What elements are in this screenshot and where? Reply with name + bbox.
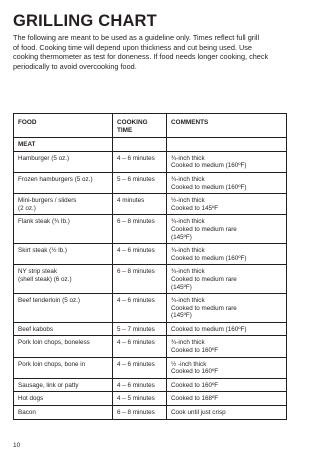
food-cell <box>14 357 113 378</box>
cooking-time-cell: 4 – 6 minutes <box>113 151 167 172</box>
comments-cell <box>167 336 287 357</box>
table-row <box>14 215 287 244</box>
table-row <box>14 357 287 378</box>
comment-text: Cooked to medium rare <box>171 304 237 312</box>
intro-paragraph <box>13 33 288 71</box>
cooking-time-cell: 4 – 6 minutes <box>113 357 167 378</box>
intro-line: The following are meant to be used as a guideline only. Times reflect full grill <box>13 33 260 42</box>
comment-text: Cooked to medium (160ºF) <box>171 325 247 333</box>
table-row <box>14 378 287 392</box>
cooking-time-cell: 4 – 6 minutes <box>113 244 167 265</box>
comments-cell <box>167 378 287 392</box>
comments-cell <box>167 392 287 406</box>
comment-text: Cooked to 145ºF <box>171 204 219 212</box>
food-cell <box>14 172 113 193</box>
cooking-time-cell: 6 – 8 minutes <box>113 215 167 244</box>
comment-text: ¾-inch thick <box>171 297 205 305</box>
comments-cell <box>167 322 287 336</box>
food-text: Bacon <box>18 409 36 417</box>
comment-text: ¾-inch thick <box>171 339 205 347</box>
table-row <box>14 172 287 193</box>
comment-text: Cooked to medium (160ºF) <box>171 183 247 191</box>
intro-line: periodically to avoid overcooking food. <box>13 61 137 71</box>
food-cell <box>14 265 113 294</box>
food-cell <box>14 406 113 420</box>
table-header-row <box>14 114 287 138</box>
comments-cell <box>167 357 287 378</box>
food-text: (2 oz.) <box>18 204 36 212</box>
food-cell <box>14 336 113 357</box>
table-row <box>14 392 287 406</box>
food-text: Beef tenderloin (5 oz.) <box>18 297 80 305</box>
food-text: Skirt steak (½ lb.) <box>18 247 67 255</box>
table-row <box>14 265 287 294</box>
food-cell <box>14 151 113 172</box>
comment-text: Cooked to 160ºF <box>171 347 219 355</box>
comment-text: Cook until just crisp <box>171 409 226 417</box>
food-text: Frozen hamburgers (5 oz.) <box>18 175 93 183</box>
cooking-time-cell: 4 – 5 minutes <box>113 392 167 406</box>
comments-cell <box>167 194 287 215</box>
comment-text: Cooked to medium (160ºF) <box>171 162 247 170</box>
comment-text: ¾-inch thick <box>171 175 205 183</box>
comments-cell <box>167 215 287 244</box>
cooking-time-cell: 4 – 6 minutes <box>113 294 167 323</box>
comments-cell <box>167 244 287 265</box>
table-row <box>14 322 287 336</box>
food-cell <box>14 392 113 406</box>
comment-text: Cooked to medium rare <box>171 275 237 283</box>
comment-text: (145ºF) <box>171 233 192 241</box>
food-text: Hot dogs <box>18 395 44 403</box>
food-cell <box>14 294 113 323</box>
header-cooking-time: COOKING TIME <box>113 114 167 138</box>
table-row <box>14 151 287 172</box>
comment-text: ½ -inch thick <box>171 360 207 368</box>
table-row <box>14 336 287 357</box>
food-text: Pork loin chops, bone in <box>18 360 86 368</box>
comments-cell <box>167 151 287 172</box>
food-text: Beef kabobs <box>18 325 54 333</box>
food-text: Sausage, link or patty <box>18 381 79 389</box>
comments-cell <box>167 265 287 294</box>
header-food: FOOD <box>14 114 113 138</box>
cooking-time-cell: 4 – 6 minutes <box>113 336 167 357</box>
food-text: Hamburger (5 oz.) <box>18 154 70 162</box>
cooking-time-cell: 6 – 8 minutes <box>113 406 167 420</box>
food-text: (shell steak) (6 oz.) <box>18 275 72 283</box>
comment-text: (145ºF) <box>171 312 192 320</box>
page-number: 10 <box>13 442 21 449</box>
page-title: GRILLING CHART <box>13 12 157 30</box>
comments-cell <box>167 406 287 420</box>
section-row <box>14 138 287 152</box>
intro-line: cooking thermometer as test for doneness. If food needs longer cooking, check <box>13 52 269 62</box>
header-comments: COMMENTS <box>167 114 287 138</box>
cooking-time-cell: 4 – 6 minutes <box>113 378 167 392</box>
food-cell <box>14 378 113 392</box>
section-label-meat: MEAT <box>14 138 113 152</box>
cooking-time-cell: 6 – 8 minutes <box>113 265 167 294</box>
table-row <box>14 294 287 323</box>
comments-cell <box>167 294 287 323</box>
food-text: Mini-burgers / sliders <box>18 197 77 205</box>
food-text: NY strip steak <box>18 268 58 276</box>
comment-text: Cooked to 160ºF <box>171 368 219 376</box>
comment-text: ½-inch thick <box>171 197 205 205</box>
food-cell <box>14 215 113 244</box>
table-row <box>14 244 287 265</box>
food-text: Pork loin chops, boneless <box>18 339 90 347</box>
cooking-time-cell: 4 minutes <box>113 194 167 215</box>
comment-text: (145ºF) <box>171 283 192 291</box>
food-cell <box>14 322 113 336</box>
comment-text: Cooked to 168ºF <box>171 395 219 403</box>
section-empty-cell <box>167 138 287 152</box>
food-text: Flank steak (¾ lb.) <box>18 218 70 226</box>
section-empty-cell <box>113 138 167 152</box>
comment-text: ¾-inch thick <box>171 218 205 226</box>
comment-text: ¾-inch thick <box>171 154 205 162</box>
comment-text: Cooked to 160ºF <box>171 381 219 389</box>
comment-text: Cooked to medium (160ºF) <box>171 254 247 262</box>
table-row <box>14 194 287 215</box>
intro-line: of food. Cooking time will depend upon thickness and cut being used. Use <box>13 42 252 52</box>
food-cell <box>14 244 113 265</box>
food-cell <box>14 194 113 215</box>
grilling-chart-table <box>13 113 287 420</box>
comment-text: ¾-inch thick <box>171 268 205 276</box>
comment-text: ¾-inch thick <box>171 247 205 255</box>
cooking-time-cell: 5 – 7 minutes <box>113 322 167 336</box>
comments-cell <box>167 172 287 193</box>
cooking-time-cell: 5 – 6 minutes <box>113 172 167 193</box>
table-row <box>14 406 287 420</box>
comment-text: Cooked to medium rare <box>171 225 237 233</box>
